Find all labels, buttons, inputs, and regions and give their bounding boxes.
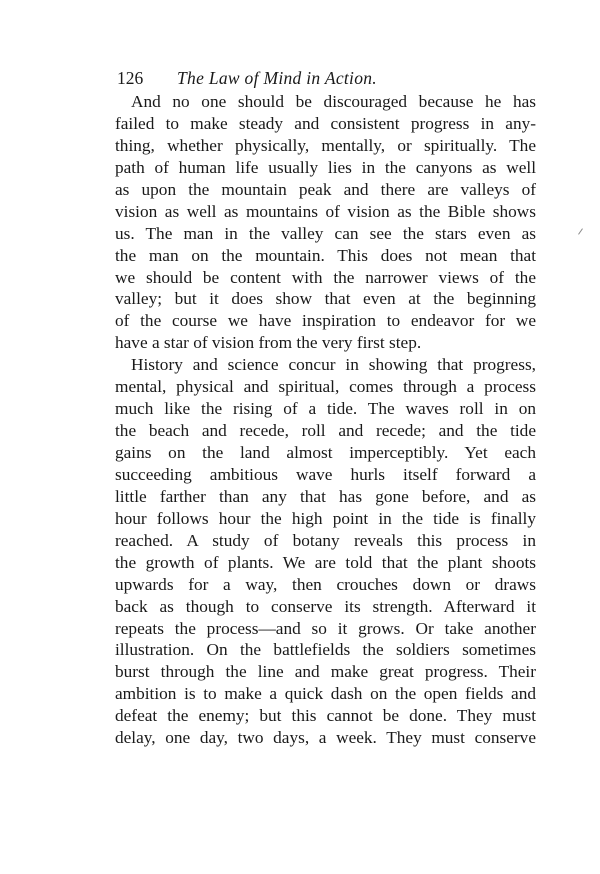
page-number: 126 bbox=[117, 68, 144, 88]
text-line: path of human life usually lies in the canyons as well bbox=[115, 157, 536, 177]
text-line: hour follows hour the high point in the tide is finally bbox=[115, 508, 536, 528]
text-line: the man on the mountain. This does not mean that bbox=[115, 245, 536, 265]
paragraph bbox=[115, 354, 536, 749]
running-title: The Law of Mind in Action. bbox=[177, 68, 377, 88]
text-line: failed to make steady and consistent progress in any- bbox=[115, 113, 536, 133]
text-line: back as though to conserve its strength. Afterward it bbox=[115, 596, 536, 616]
text-line: reached. A study of botany reveals this process in bbox=[115, 530, 536, 550]
text-line: we should be content with the narrower views of the bbox=[115, 267, 536, 287]
text-line: And no one should be discouraged because he has bbox=[131, 92, 536, 111]
text-line: illustration. On the battlefields the soldiers sometimes bbox=[115, 640, 536, 660]
text-line: the beach and recede, roll and recede; and the tide bbox=[115, 421, 536, 441]
text-line: vision as well as mountains of vision as the Bible shows bbox=[115, 201, 536, 221]
text-line: valley; but it does show that even at the beginning bbox=[115, 289, 536, 309]
running-header bbox=[117, 68, 535, 92]
text-line: the growth of plants. We are told that the plant shoots bbox=[115, 552, 536, 572]
text-line: mental, physical and spiritual, comes through a process bbox=[115, 377, 536, 397]
text-line: succeeding ambitious wave hurls itself forward a bbox=[115, 464, 536, 484]
text-line: burst through the line and make great progress. Their bbox=[115, 662, 536, 682]
text-line: as upon the mountain peak and there are valleys of bbox=[115, 179, 536, 199]
paragraph bbox=[115, 91, 536, 354]
text-line: gains on the land almost imperceptibly. Yet each bbox=[115, 443, 536, 462]
text-line: defeat the enemy; but this cannot be done. They must bbox=[115, 706, 536, 726]
scan-mark bbox=[578, 228, 583, 234]
text-line: much like the rising of a tide. The waves roll in on bbox=[115, 399, 536, 419]
text-line: have a star of vision from the very first step. bbox=[115, 333, 422, 353]
page-body bbox=[115, 91, 536, 749]
text-line: little farther than any that has gone before, and as bbox=[115, 486, 536, 506]
text-line: upwards for a way, then crouches down or draws bbox=[115, 574, 536, 594]
text-line: repeats the process—and so it grows. Or take another bbox=[115, 618, 536, 638]
text-line: us. The man in the valley can see the stars even as bbox=[115, 223, 536, 243]
text-line: thing, whether physically, mentally, or spiritually. The bbox=[115, 135, 536, 155]
text-line: ambition is to make a quick dash on the open fields and bbox=[115, 684, 536, 704]
text-line: of the course we have inspiration to endeavor for we bbox=[115, 311, 536, 331]
text-line: History and science concur in showing that progress, bbox=[131, 355, 536, 375]
text-line: delay, one day, two days, a week. They must conserve bbox=[115, 728, 536, 748]
